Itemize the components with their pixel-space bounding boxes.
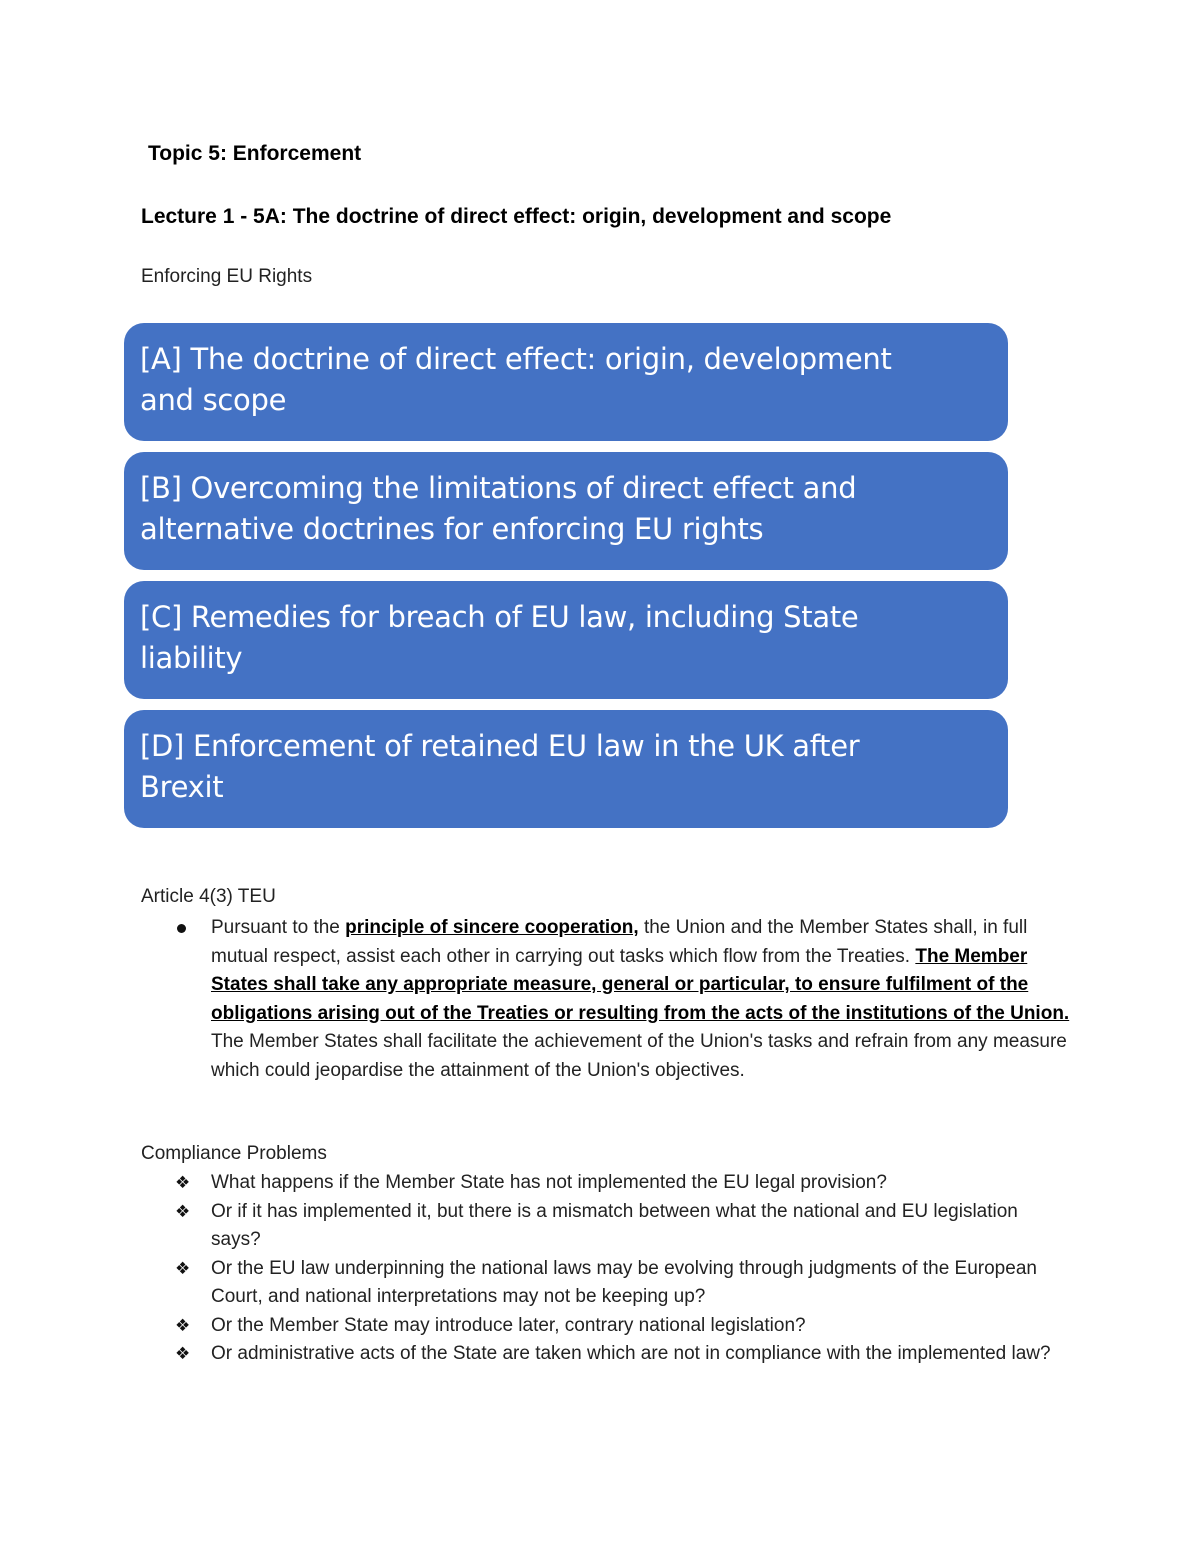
diamond-bullet-icon: ❖ [175, 1344, 191, 1364]
list-item [141, 1255, 1071, 1312]
diagram-box-a-line1: [A] The doctrine of direct effect: origin, development [140, 342, 892, 376]
lecture-title: Lecture 1 - 5A: The doctrine of direct effect: origin, development and scope [141, 205, 892, 228]
diagram-box-c [124, 581, 1008, 699]
diamond-bullet-icon: ❖ [175, 1173, 191, 1193]
bullet-dot-icon [177, 924, 186, 933]
list-item [141, 1312, 1071, 1341]
diagram-box-b [124, 452, 1008, 570]
article-text-1: Pursuant to the [211, 917, 346, 938]
diamond-bullet-icon: ❖ [175, 1258, 191, 1279]
compliance-item-text: Or the Member State may introduce later, contrary national legislation? [211, 1314, 806, 1336]
diamond-bullet-icon: ❖ [175, 1315, 191, 1336]
article-emphasis-1: principle of sincere cooperation, [345, 917, 639, 938]
compliance-item-text: Or the EU law underpinning the national laws may be evolving through judgments of the European Court, and national interpretations may not be keeping up? [211, 1257, 1037, 1307]
compliance-item-text: What happens if the Member State has not implemented the EU legal provision? [211, 1172, 887, 1193]
list-item [141, 1340, 1071, 1369]
compliance-item-text: Or if it has implemented it, but there is a mismatch between what the national and EU legislation says? [211, 1200, 1018, 1250]
article-bullet-list [141, 914, 1071, 1085]
list-item [141, 914, 1071, 1085]
list-item [141, 1169, 1071, 1198]
article-emphasis-2: The Member States shall take any appropriate measure, general or particular, to ensure fulfilment of the obligations arising out of the Treaties or resulting from the acts of the institutions of the Union. [211, 945, 1070, 1024]
article-text-2: the Union and the Member States shall, in full mutual respect, assist each other in carrying out tasks which flow from the Treaties. [211, 917, 1028, 967]
diagram-box-d-line1: [D] Enforcement of retained EU law in the UK after [140, 729, 860, 763]
topic-diagram [124, 323, 1008, 839]
section-heading-enforcing: Enforcing EU Rights [141, 266, 313, 287]
compliance-list [141, 1169, 1071, 1369]
diamond-bullet-icon: ❖ [175, 1201, 191, 1222]
compliance-heading: Compliance Problems [141, 1143, 327, 1164]
diagram-box-b-line1: [B] Overcoming the limitations of direct effect and [140, 471, 857, 505]
article-heading: Article 4(3) TEU [141, 886, 276, 907]
list-item [141, 1198, 1071, 1255]
diagram-box-c-line1: [C] Remedies for breach of EU law, including State [140, 600, 859, 634]
diagram-box-d-line2: Brexit [140, 770, 224, 804]
article-text-3: The Member States shall facilitate the achievement of the Union's tasks and refrain from any measure which could jeopardise the attainment of the Union's objectives. [211, 1031, 1067, 1081]
diagram-box-a-line2: and scope [140, 383, 287, 417]
diagram-box-b-line2: alternative doctrines for enforcing EU rights [140, 512, 764, 546]
diagram-box-c-line2: liability [140, 641, 243, 675]
diagram-box-d [124, 710, 1008, 828]
compliance-item-text: Or administrative acts of the State are taken which are not in compliance with the implemented law? [211, 1343, 1051, 1364]
diagram-box-a [124, 323, 1008, 441]
topic-title: Topic 5: Enforcement [148, 142, 362, 165]
